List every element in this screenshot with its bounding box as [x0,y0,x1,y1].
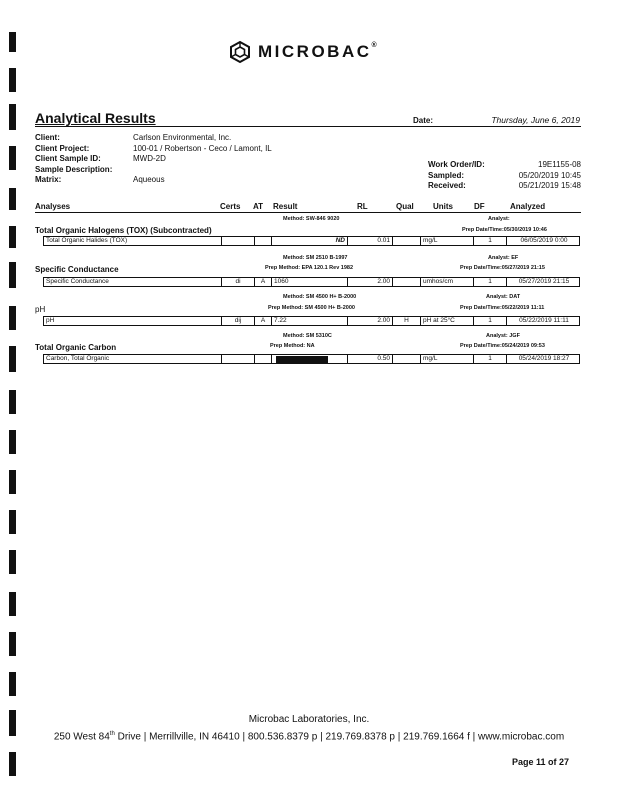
client-labels [35,133,130,186]
client-sample-id-label: Client Sample ID: [35,154,101,164]
scan-edge-mark [9,470,16,494]
scan-edge-mark [9,104,16,130]
header-analyzed: Analyzed [510,202,546,211]
sample-description-value [133,165,393,176]
scan-edge-mark [9,262,16,288]
received-value: 05/21/2019 15:48 [518,181,581,191]
client-project-label: Client Project: [35,143,90,153]
header-qual: Qual [396,202,414,211]
work-order-values [488,160,581,192]
header-certs: Certs [220,202,241,211]
client-project-value: 100-01 / Robertson - Ceco / Lamont, IL [133,143,272,153]
certs-cell [221,355,254,363]
sampled-label: Sampled: [428,170,465,180]
client-value: Carlson Environmental, Inc. [133,133,232,142]
scan-edge-mark [9,672,16,696]
registered-mark: ® [371,42,380,49]
address-part2: Drive | Merrillville, IN 46410 | 800.536.8379 p | 219.769.8378 p | 219.769.1664 f | www.microbac.com [114,731,565,743]
df-cell: 1 [473,237,506,245]
result-cell: 1060 [271,278,347,286]
analyst-text: Analyst: [488,216,510,222]
scan-edge-mark [9,306,16,330]
redaction-block [276,356,328,363]
analyzed-cell: 06/05/2019 0:00 [506,237,581,245]
logo-wordmark [258,42,379,62]
date-value: Thursday, June 6, 2019 [491,115,580,125]
method-text: Method: SW-846 9020 [283,216,340,222]
rl-cell: 2.00 [347,317,392,325]
df-cell: 1 [473,317,506,325]
method-text: Method: SM 4500 H+ B-2000 [283,294,357,300]
prep-date-text: Prep Date/Time:05/30/2019 10:46 [462,227,547,233]
qual-cell [392,278,420,286]
scan-edge-mark [9,430,16,454]
work-order-label: Work Order/ID: [428,160,485,169]
units-cell: umhos/cm [420,278,473,286]
footer-address [0,731,618,742]
header-rl: RL [357,202,368,211]
units-cell: mg/L [420,355,473,363]
received-label: Received: [428,181,466,191]
header-units: Units [433,202,453,211]
scan-edge-mark [9,32,16,52]
prep-method-text: Prep Method: NA [270,343,315,349]
group-title: Specific Conductance [35,265,119,274]
header-divider [35,212,581,213]
date-label: Date: [413,116,434,125]
units-cell: mg/L [420,237,473,245]
group-title: Total Organic Halogens (TOX) (Subcontracted) [35,226,212,235]
address-part1: 250 West 84 [53,731,110,743]
client-values [133,133,393,186]
rl-cell: 2.00 [347,278,392,286]
certs-cell: di [221,278,254,286]
prep-date-text: Prep Date/Time:05/22/2019 11:11 [460,305,545,311]
address-ordinal: th [109,731,115,737]
scan-edge-mark [9,632,16,656]
qual-cell: H [392,317,420,325]
microbac-logo [228,40,398,64]
page-title: Analytical Results [35,110,156,126]
analyst-text: Analyst: EF [488,255,519,261]
units-cell: pH at 25°C [420,317,473,325]
scan-edge-mark [9,550,16,574]
scan-edge-mark [9,68,16,92]
method-text: Method: SM 2510 B-1997 [283,255,348,261]
matrix-label: Matrix: [35,175,62,185]
table-row [43,277,580,287]
df-cell: 1 [473,355,506,363]
work-order-value: 19E1155-08 [538,160,581,169]
qual-cell [392,237,420,245]
table-row [43,354,580,364]
analyte-cell: pH [46,317,55,324]
title-divider [35,126,581,127]
group-title: pH [35,305,46,314]
client-sample-id-value: MWD-2D [133,154,166,164]
prep-date-text: Prep Date/Time:05/24/2019 09:53 [460,343,545,349]
scan-edge-mark [9,188,16,210]
analyte-cell: Specific Conductance [46,278,109,285]
prep-date-text: Prep Date/Time:05/27/2019 21:15 [460,265,545,271]
analyte-cell: Total Organic Halides (TOX) [46,237,128,244]
header-analyses: Analyses [35,202,71,211]
rl-cell: 0.50 [347,355,392,363]
scan-edge-mark [9,390,16,414]
scan-edge-mark [9,146,16,170]
table-row [43,236,580,246]
scan-edge-mark [9,510,16,534]
page-number: Page 11 of 27 [512,757,570,767]
analyte-cell: Carbon, Total Organic [46,355,110,362]
df-cell: 1 [473,278,506,286]
scan-edge-mark [9,346,16,372]
sample-description-label: Sample Description: [35,164,113,174]
result-cell: 7.22 [271,317,347,325]
at-cell: A [254,317,271,325]
at-cell [254,355,271,363]
client-label: Client: [35,133,60,142]
header-at: AT [253,202,264,211]
table-row [43,316,580,326]
group-title: Total Organic Carbon [35,343,117,352]
result-cell: ND [271,237,347,245]
rl-cell: 0.01 [347,237,392,245]
result-cell [271,355,347,363]
results-table-header [35,202,581,212]
matrix-value: Aqueous [133,175,165,185]
scan-edge-mark [9,752,16,776]
logo-text: MICROBAC [258,42,372,61]
hexagon-logo-icon [228,40,252,64]
header-df: DF [474,202,485,211]
scan-edge-mark [9,592,16,616]
method-text: Method: SM 5310C [283,333,332,339]
analyzed-cell: 05/24/2019 18:27 [506,355,581,363]
at-cell: A [254,278,271,286]
prep-method-text: Prep Method: EPA 120.1 Rev 1982 [265,265,354,271]
qual-cell [392,355,420,363]
sampled-value: 05/20/2019 10:45 [518,170,581,180]
analyzed-cell: 05/27/2019 21:15 [506,278,581,286]
analyst-text: Analyst: JGF [486,333,520,339]
at-cell [254,237,271,245]
footer-company: Microbac Laboratories, Inc. [248,714,370,725]
prep-method-text: Prep Method: SM 4500 H+ B-2000 [268,305,355,311]
analyst-text: Analyst: DAT [486,294,521,300]
certs-cell: dij [221,317,254,325]
header-result: Result [273,202,298,211]
certs-cell [221,237,254,245]
analyzed-cell: 05/22/2019 11:11 [506,317,581,325]
scan-edge-mark [9,226,16,248]
